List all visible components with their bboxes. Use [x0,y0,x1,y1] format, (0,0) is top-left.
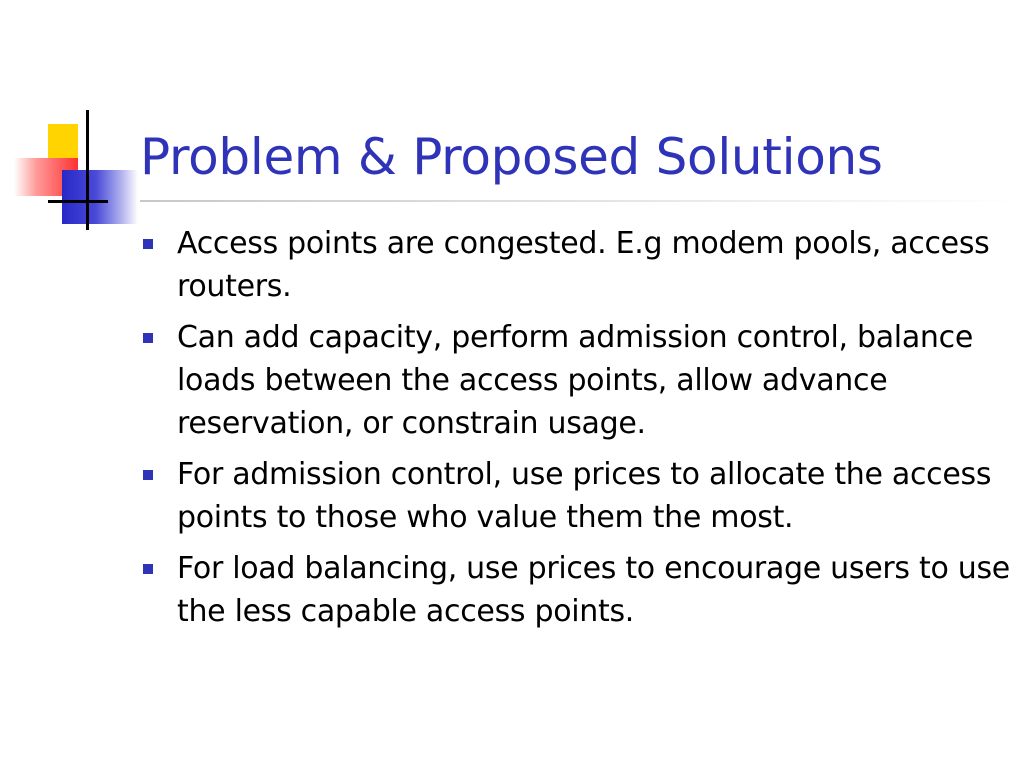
square-bullet-icon [143,333,153,343]
bullet-item [140,547,1010,633]
square-bullet-icon [143,470,153,480]
square-bullet-icon [143,564,153,574]
logo-horizontal-line [48,200,108,203]
bullet-text: For admission control, use prices to allocate the access points to those who value them the most. [177,457,992,535]
logo-blue-square [62,170,138,224]
bullet-item [140,453,1010,539]
logo-yellow-square [48,124,78,162]
logo-vertical-line [86,110,89,230]
bullet-text: Access points are congested. E.g modem pools, access routers. [177,226,990,304]
title-underline [140,200,1020,202]
slide-logo-decoration [0,0,140,240]
bullet-item [140,222,1010,308]
bullet-list [140,222,1010,641]
square-bullet-icon [143,239,153,249]
slide-title: Problem & Proposed Solutions [140,128,883,186]
bullet-text: For load balancing, use prices to encourage users to use the less capable access points. [177,551,1010,629]
bullet-text: Can add capacity, perform admission control, balance loads between the access points, allow advance reservation, or constrain usage. [177,320,973,441]
bullet-item [140,316,1010,445]
